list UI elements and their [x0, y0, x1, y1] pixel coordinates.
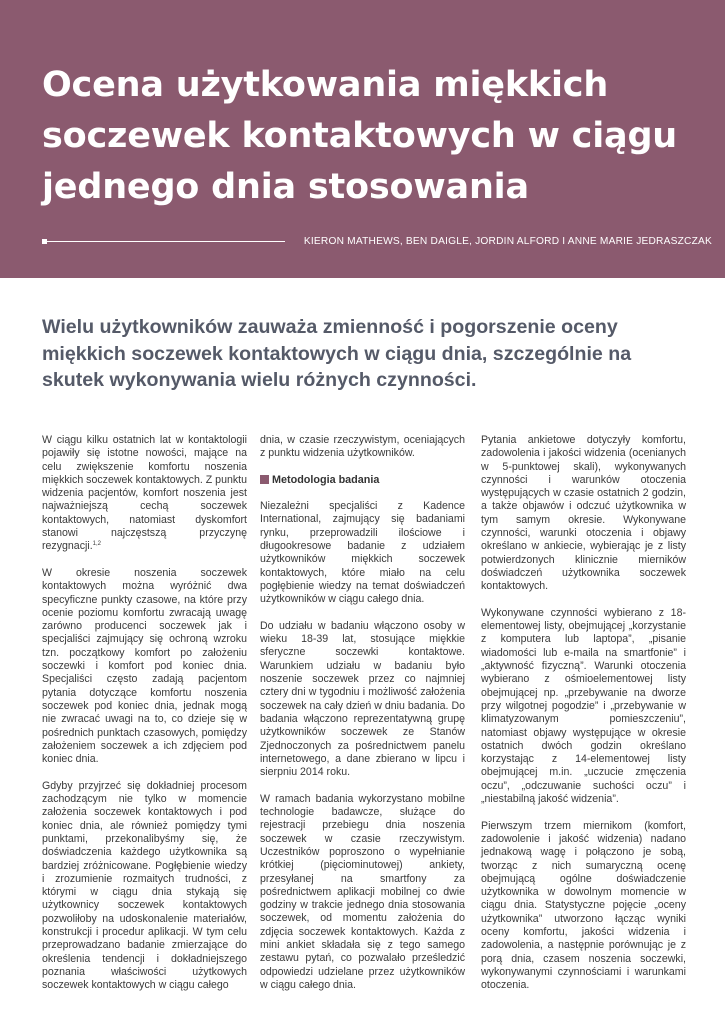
body-paragraph: W okresie noszenia soczewek kontaktowych można wyróżnić dwa specyficzne punkty czasowe, na które przy ocenie poziomu komfortu zwracają uwagę zarówno producenci soczewek jak i specjaliści zajmujący się ochroną wzroku tzn. początkowy komfort po założeniu soczewki i komfort pod koniec dnia. Specjaliści często zadają pacjentom pytania dotyczące komfortu noszenia soczewek pod koniec dnia, jednak mogą nie zwracać uwagi na to, co dzieje się w pośrednich punktach czasowych, pomiędzy założeniem soczewek a ich zdjęciem pod koniec dnia. — [42, 566, 247, 766]
body-paragraph: dnia, w czasie rzeczywistym, oceniających z punktu widzenia użytkowników. — [260, 434, 465, 460]
body-paragraph — [42, 434, 247, 554]
reference-marker: 1,2 — [92, 541, 101, 548]
article-title: Ocena użytkowania miękkich soczewek kontaktowych w ciągu jednego dnia stosowania — [42, 65, 678, 207]
text-column-1 — [42, 434, 247, 992]
body-paragraph: W ramach badania wykorzystano mobilne technologie badawcze, służące do rejestracji przebiegu dnia noszenia soczewek w czasie rzeczywistym. Uczestników poproszono o wypełnianie krótkiej (pięciominutowej) ankiety, przesyłanej na smartfony za pośrednictwem aplikacji mobilnej co dwie godziny w trakcie jednego dnia stosowania soczewek, od momentu założenia do zdjęcia soczewek kontaktowych. Każda z mini ankiet składała się z tego samego zestawu pytań, co pozwalało prześledzić odpowiedzi udzielane przez użytkowników w ciągu całego dnia. — [260, 792, 465, 991]
body-paragraph: Do udziału w badaniu włączono osoby w wieku 18-39 lat, stosujące miękkie sferyczne soczewki kontaktowe. Warunkiem udziału w badaniu było noszenie soczewek przez co najmniej cztery dni w tygodniu i możliwość założenia soczewek na cały dzień w dniu badania. Do badania włączono reprezentatywną grupę użytkowników soczewek ze Stanów Zjednoczonych za pośrednictwem panelu internetowego, a dane zbierano w lipcu i sierpniu 2014 roku. — [260, 619, 465, 779]
text-column-2 — [260, 434, 465, 992]
section-heading-text: Metodologia badania — [272, 473, 380, 486]
header-band — [0, 0, 725, 278]
authors: KIERON MATHEWS, BEN DAIGLE, JORDIN ALFORD I ANNE MARIE JEDRASZCZAK — [303, 236, 712, 247]
section-heading — [260, 474, 465, 487]
section-marker — [260, 475, 269, 484]
lead-paragraph: Wielu użytkowników zauważa zmienność i pogorszenie oceny miękkich soczewek kontaktowych w ciągu dnia, szczególnie na skutek wykonywania wielu różnych czynności. — [42, 316, 632, 391]
body-paragraph: Wykonywane czynności wybierano z 18-elementowej listy, obejmującej „korzystanie z komputera lub laptopa”, „pisanie wiadomości lub e-maila na smartfonie” i „aktywność fizyczną”. Warunki otoczenia wybierano z ośmioelementowej listy obejmującej np. „przebywanie na dworze przy wilgotnej pogodzie” i „przebywanie w klimatyzowanym pomieszczeniu”, natomiast objawy występujące w okresie ostatnich dwóch godzin określano korzystając z 14-elementowej listy obejmującej m.in. „uczucie zmęczenia oczu”, „odczuwanie suchości oczu” i „niestabilną jakość widzenia”. — [481, 606, 686, 806]
body-paragraph: Niezależni specjaliści z Kadence International, zajmujący się badaniami rynku, przeprowadzili ilościowe i długookresowe badanie z udziałem użytkowników miękkich soczewek kontaktowych, które miało na celu pogłębienie wiedzy na temat doświadczeń użytkowników w ciągu całego dnia. — [260, 500, 465, 606]
byline-rule — [47, 241, 285, 242]
body-paragraph: Pytania ankietowe dotyczyły komfortu, zadowolenia i jakości widzenia (ocenianych w 5-punktowej skali), wykonywanych czynności i warunków otoczenia występujących w czasie ostatnich 2 godzin, a także objawów i odczuć użytkownika w tym samym okresie. Wykonywane czynności, warunki otoczenia i objawy określano w ankiecie, wybierając je z listy potwierdzonych klinicznie mierników doświadczeń użytkownika soczewek kontaktowych. — [481, 434, 686, 593]
text-column-3 — [481, 434, 686, 992]
body-paragraph: Gdyby przyjrzeć się dokładniej procesom zachodzącym nie tylko w momencie założenia soczewek kontaktowych i pod koniec dnia, ale również pomiędzy tymi punktami, przekonalibyśmy się, że doświadczenia każdego użytkownika są bardziej zróżnicowane. Pogłębienie wiedzy i zrozumienie rozmaitych trudności, z którymi w ciągu dnia stykają się użytkownicy soczewek kontaktowych pozwoliłoby na udoskonalenie materiałów, konstrukcji i procedur aplikacji. W tym celu przeprowadzano badanie zmierzające do określenia tendencji i dokładniejszego poznania właściwości użytkowych soczewek kontaktowych w ciągu całego — [42, 779, 247, 992]
body-paragraph: Pierwszym trzem miernikom (komfort, zadowolenie i jakość widzenia) nadano jednakową wagę i połączono je sobą, tworząc z nich sumaryczną ocenę obejmującą ogólne doświadczenie użytkownika w dowolnym momencie w ciągu dnia. Statystyczne pojęcie „oceny użytkownika” utworzono łącząc wyniki oceny komfortu, jakości widzenia i zadowolenia, a następnie porównując je z porą dnia, czasem noszenia soczewki, wykonywanymi czynnościami i warunkami otoczenia. — [481, 819, 686, 992]
byline — [42, 236, 712, 248]
paragraph-text: W ciągu kilku ostatnich lat w kontaktologii pojawiły się istotne nowości, mające na celu zwiększenie komfortu noszenia miękkich soczewek kontaktowych. Z punktu widzenia pacjentów, komfort noszenia jest najważniejszą cechą soczewek kontaktowych, natomiast dyskomfort stanowi najczęstszą przyczynę rezygnacji. — [42, 434, 247, 553]
